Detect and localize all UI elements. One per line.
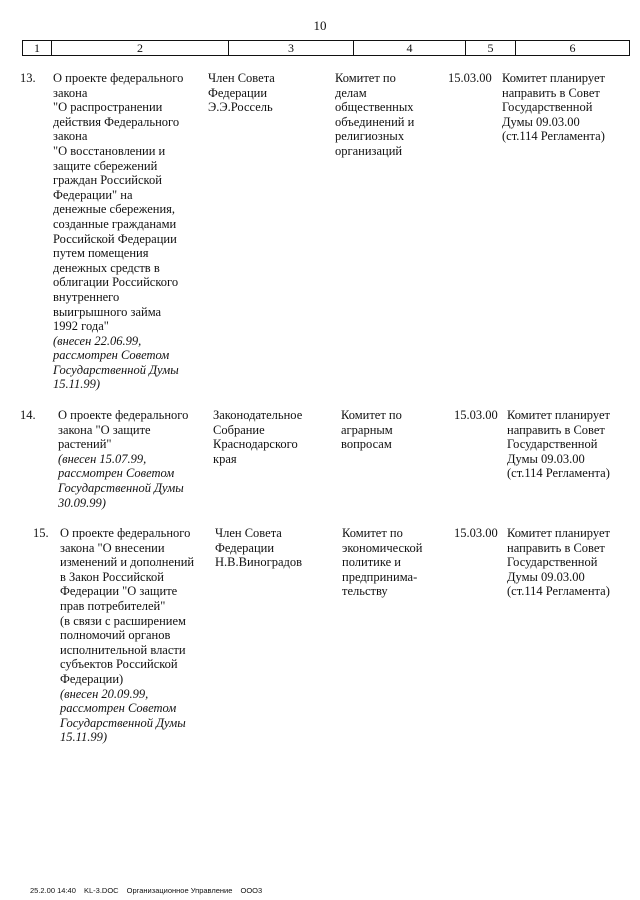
note-line: Государственной Думы bbox=[53, 362, 179, 377]
committee-line: организаций bbox=[335, 143, 403, 158]
entry-title bbox=[53, 71, 205, 392]
committee-line: общественных bbox=[335, 100, 414, 115]
entry-title bbox=[58, 408, 210, 510]
title-line: Федерации) bbox=[60, 671, 124, 686]
author-line: Член Совета bbox=[215, 526, 282, 540]
committee-line: делам bbox=[335, 85, 367, 100]
title-line: действия Федерального bbox=[53, 114, 180, 129]
title-line: субъектов Российской bbox=[60, 657, 178, 672]
author-line: Собрание bbox=[213, 422, 265, 437]
plan-line: Комитет планирует bbox=[507, 526, 610, 540]
title-line: граждан Российской bbox=[53, 173, 162, 188]
title-line: исполнительной власти bbox=[60, 642, 186, 657]
committee-line: экономической bbox=[342, 540, 423, 555]
author-line: края bbox=[213, 451, 237, 466]
plan-line: направить в Совет bbox=[502, 85, 600, 100]
header-col-5: 5 bbox=[466, 41, 516, 55]
title-line: О проекте федерального bbox=[58, 408, 189, 422]
note-line: 30.09.99) bbox=[58, 495, 106, 510]
entry-title bbox=[60, 526, 212, 745]
committee-line: политике и bbox=[342, 555, 401, 570]
committee-line: объединений и bbox=[335, 114, 415, 129]
table-header bbox=[22, 40, 630, 56]
footer-code: ООО3 bbox=[240, 886, 263, 895]
title-line: "О восстановлении и bbox=[53, 143, 166, 158]
committee-line: тельству bbox=[342, 584, 388, 599]
footer-file: KL-3.DOC bbox=[83, 886, 119, 895]
header-col-2: 2 bbox=[52, 41, 229, 55]
committee-line: религиозных bbox=[335, 129, 405, 144]
title-line: защите сбережений bbox=[53, 158, 158, 173]
page-footer bbox=[30, 886, 268, 895]
entry-author bbox=[208, 71, 328, 115]
title-line: денежные сбережения, bbox=[53, 202, 176, 217]
plan-line: (ст.114 Регламента) bbox=[507, 466, 610, 481]
title-line: закона "О защите bbox=[58, 422, 151, 437]
title-line: денежных средств в bbox=[53, 260, 160, 275]
entry-author bbox=[213, 408, 333, 466]
committee-line: предпринима- bbox=[342, 569, 418, 584]
plan-line: Государственной bbox=[502, 100, 593, 115]
entry-plan bbox=[502, 71, 636, 144]
committee-line: Комитет по bbox=[341, 408, 402, 422]
title-line: в Закон Российской bbox=[60, 569, 164, 584]
entry-number: 13. bbox=[20, 71, 36, 85]
entry-date: 15.03.00 bbox=[448, 71, 492, 85]
note-line: 15.11.99) bbox=[60, 730, 107, 745]
entry-date: 15.03.00 bbox=[454, 408, 498, 422]
title-line: прав потребителей" bbox=[60, 598, 166, 613]
title-line: Федерации "О защите bbox=[60, 584, 178, 599]
plan-line: Государственной bbox=[507, 555, 598, 570]
title-line: созданные гражданами bbox=[53, 216, 177, 231]
title-line: растений" bbox=[58, 437, 112, 452]
plan-line: Комитет планирует bbox=[507, 408, 610, 422]
title-line: изменений и дополнений bbox=[60, 555, 195, 570]
plan-line: Думы 09.03.00 bbox=[507, 569, 585, 584]
header-col-6: 6 bbox=[569, 41, 576, 55]
title-line: путем помещения bbox=[53, 246, 149, 261]
note-line: Государственной Думы bbox=[58, 480, 184, 495]
footer-department: Организационное Управление bbox=[126, 886, 233, 895]
plan-line: Государственной bbox=[507, 437, 598, 452]
entry-date: 15.03.00 bbox=[454, 526, 498, 540]
note-line: (внесен 20.09.99, bbox=[60, 686, 149, 701]
note-line: рассмотрен Советом bbox=[60, 701, 177, 716]
title-line: закона bbox=[53, 129, 88, 144]
note-line: (внесен 22.06.99, bbox=[53, 333, 142, 348]
entry-committee bbox=[342, 526, 447, 599]
plan-line: Думы 09.03.00 bbox=[502, 114, 580, 129]
note-line: 15.11.99) bbox=[53, 377, 100, 392]
title-line: (в связи с расширением bbox=[60, 613, 186, 628]
note-line: рассмотрен Советом bbox=[58, 466, 175, 481]
entry-committee bbox=[335, 71, 440, 159]
entry-committee bbox=[341, 408, 446, 452]
title-line: полномочий органов bbox=[60, 628, 171, 643]
author-line: Э.Э.Россель bbox=[208, 100, 273, 115]
footer-timestamp: 25.2.00 14:40 bbox=[30, 886, 76, 895]
entry-number: 15. bbox=[33, 526, 49, 540]
plan-line: Думы 09.03.00 bbox=[507, 451, 585, 466]
author-line: Н.В.Виноградов bbox=[215, 555, 303, 570]
author-line: Федерации bbox=[208, 85, 268, 100]
entry-plan bbox=[507, 526, 640, 599]
author-line: Федерации bbox=[215, 540, 275, 555]
title-line: О проекте федерального bbox=[53, 71, 184, 85]
plan-line: направить в Совет bbox=[507, 540, 605, 555]
title-line: Российской Федерации bbox=[53, 231, 177, 246]
entry-plan bbox=[507, 408, 640, 481]
header-col-1: 1 bbox=[23, 41, 52, 55]
committee-line: аграрным bbox=[341, 422, 393, 437]
title-line: облигации Российского bbox=[53, 275, 179, 290]
committee-line: Комитет по bbox=[335, 71, 396, 85]
author-line: Член Совета bbox=[208, 71, 275, 85]
note-line: (внесен 15.07.99, bbox=[58, 451, 147, 466]
plan-line: (ст.114 Регламента) bbox=[507, 584, 610, 599]
author-line: Краснодарского bbox=[213, 437, 298, 452]
title-line: закона "О внесении bbox=[60, 540, 165, 555]
title-line: О проекте федерального bbox=[60, 526, 191, 540]
note-line: Государственной Думы bbox=[60, 715, 186, 730]
plan-line: направить в Совет bbox=[507, 422, 605, 437]
plan-line: (ст.114 Регламента) bbox=[502, 129, 605, 144]
title-line: закона bbox=[53, 85, 88, 100]
title-line: 1992 года" bbox=[53, 319, 109, 334]
committee-line: Комитет по bbox=[342, 526, 403, 540]
author-line: Законодательное bbox=[213, 408, 303, 422]
plan-line: Комитет планирует bbox=[502, 71, 605, 85]
title-line: Федерации" на bbox=[53, 187, 133, 202]
title-line: "О распространении bbox=[53, 100, 163, 115]
committee-line: вопросам bbox=[341, 437, 392, 452]
entry-number: 14. bbox=[20, 408, 36, 422]
note-line: рассмотрен Советом bbox=[53, 348, 170, 363]
header-col-3: 3 bbox=[229, 41, 354, 55]
title-line: выигрышного займа bbox=[53, 304, 162, 319]
header-col-4: 4 bbox=[354, 41, 466, 55]
page-number: 10 bbox=[313, 18, 327, 33]
title-line: внутреннего bbox=[53, 289, 120, 304]
entry-author bbox=[215, 526, 335, 570]
